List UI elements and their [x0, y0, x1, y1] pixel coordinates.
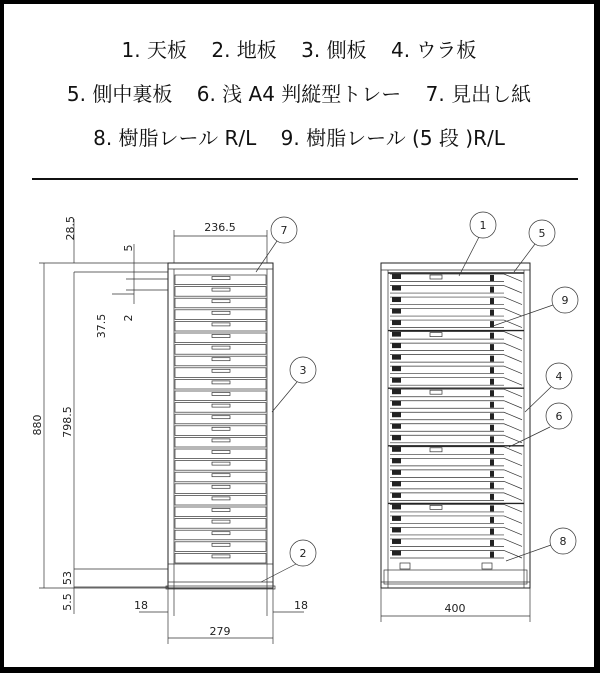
side-tray [390, 309, 522, 317]
side-tray [390, 401, 522, 409]
callout-2: 2 [299, 547, 307, 560]
legend-item-2: 2. 地板 [211, 38, 277, 62]
callout-6: 6 [555, 410, 563, 423]
dim-top-gap: 28.5 [64, 216, 77, 241]
side-tray [390, 343, 522, 351]
front-tray [175, 333, 266, 343]
legend-item-3: 3. 側板 [301, 38, 367, 62]
side-tray [390, 550, 522, 558]
side-tray [390, 412, 522, 420]
front-tray [175, 321, 266, 331]
callout-9: 9 [561, 294, 569, 307]
side-tray [390, 481, 522, 489]
side-tray [388, 273, 524, 282]
front-tray [175, 461, 266, 471]
front-tray [175, 495, 266, 505]
dim-pitch: 37.5 [95, 313, 108, 339]
dim-right-side: 18 [294, 599, 308, 612]
side-tray [390, 516, 522, 524]
side-tray [388, 503, 524, 512]
technical-drawing [4, 4, 594, 667]
front-tray [175, 345, 266, 355]
dim-depth: 400 [444, 602, 466, 615]
front-tray [175, 437, 266, 447]
side-callouts [459, 212, 578, 561]
legend-item-8: 8. 樹脂レール R/L [93, 126, 257, 150]
front-dimensions [31, 216, 308, 644]
front-tray [175, 310, 266, 320]
front-tray [175, 542, 266, 552]
dim-inner-height: 798.5 [61, 406, 74, 438]
dim-outer-width: 279 [209, 625, 231, 638]
side-tray [390, 378, 522, 386]
side-tray [390, 297, 522, 305]
side-tray [390, 435, 522, 443]
front-tray [175, 298, 266, 308]
legend-item-9: 9. 樹脂レール (5 段 )R/L [280, 126, 505, 150]
front-tray [175, 472, 266, 482]
front-tray [175, 368, 266, 378]
front-tray-stack [175, 275, 266, 563]
dim-foot: 5.5 [61, 593, 74, 611]
callout-4: 4 [555, 370, 563, 383]
dim-base: 53 [61, 571, 74, 585]
legend-item-7: 7. 見出し紙 [425, 82, 532, 106]
front-callouts [256, 217, 316, 582]
side-tray [388, 331, 524, 340]
side-tray [390, 320, 522, 328]
dim-gap: 2 [122, 314, 135, 322]
legend-item-5: 5. 側中裏板 [66, 82, 173, 106]
front-tray [175, 287, 266, 297]
front-tray [175, 356, 266, 366]
callout-7: 7 [280, 224, 288, 237]
dim-left-side: 18 [134, 599, 148, 612]
callout-8: 8 [559, 535, 567, 548]
side-tray [388, 446, 524, 455]
front-tray [175, 449, 266, 459]
front-tray [175, 275, 266, 285]
side-tray [390, 539, 522, 547]
front-tray [175, 519, 266, 529]
front-tray [175, 530, 266, 540]
side-tray [390, 366, 522, 374]
front-tray [175, 426, 266, 436]
front-tray [175, 553, 266, 563]
side-dimensions [381, 588, 530, 622]
callout-3: 3 [299, 364, 307, 377]
front-tray [175, 391, 266, 401]
side-tray [390, 470, 522, 478]
callout-1: 1 [479, 219, 487, 232]
side-tray [390, 458, 522, 466]
side-tray-stack [388, 273, 524, 558]
dim-total-height: 880 [31, 414, 44, 436]
side-view [381, 263, 530, 588]
side-tray [390, 424, 522, 432]
dim-label-height: 5 [122, 244, 135, 252]
side-tray [388, 388, 524, 397]
front-tray [175, 414, 266, 424]
front-tray [175, 507, 266, 517]
callout-5: 5 [538, 227, 546, 240]
diagram-frame [4, 4, 594, 667]
legend-item-6: 6. 浅 A4 判縦型トレー [196, 82, 402, 106]
side-tray [390, 493, 522, 501]
front-view [166, 263, 275, 589]
side-tray [390, 286, 522, 294]
front-tray [175, 379, 266, 389]
front-tray [175, 484, 266, 494]
legend-item-1: 1. 天板 [121, 38, 187, 62]
dim-inner-width: 236.5 [204, 221, 236, 234]
front-tray [175, 403, 266, 413]
side-tray [390, 527, 522, 535]
legend-item-4: 4. ウラ板 [390, 38, 477, 62]
side-tray [390, 355, 522, 363]
